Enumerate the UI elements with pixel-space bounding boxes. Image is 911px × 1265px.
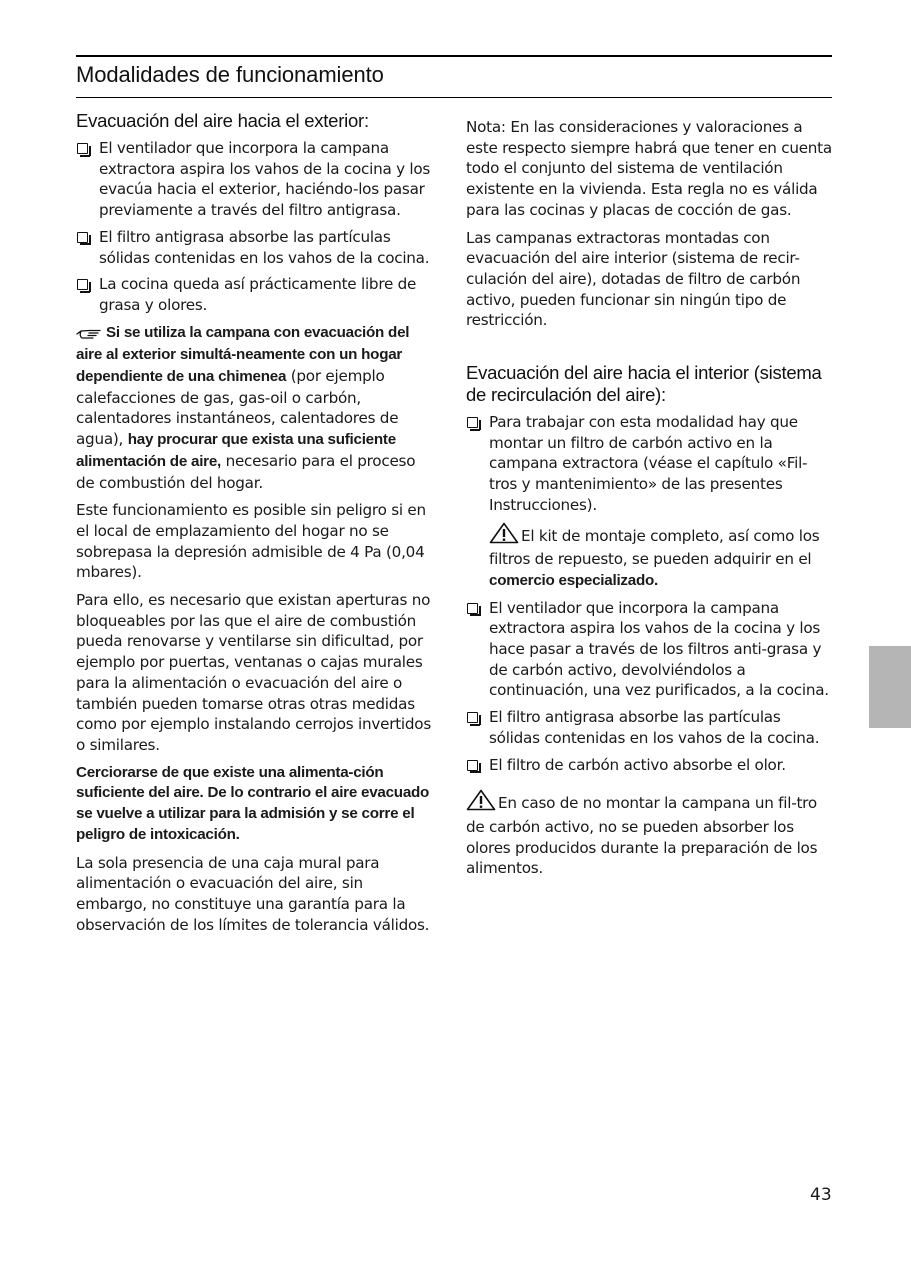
depression-paragraph: Este funcionamiento es posible sin peligro si en el local de emplazamiento del hogar no se sobrepasa la depresión admisible de 4 Pa (0,04 mbares). <box>76 501 426 582</box>
list-item: El filtro de carbón activo absorbe el olor. <box>466 755 834 776</box>
spacer <box>466 338 834 362</box>
intoxication-warning-paragraph: Cerciorarse de que existe una alimenta-ción suficiente del aire. De lo contrario el aire evacuado se vuelve a utilizar para la admisión y se corre el peligro de intoxicación. <box>76 763 430 843</box>
header-bottom-rule <box>76 97 832 98</box>
warning-triangle-icon <box>466 789 496 817</box>
list-item: Para trabajar con esta modalidad hay que montar un filtro de carbón activo en la campana extractora (véase el capítulo «Fil-tros y mantenimiento» de las presentes Instrucciones). <box>466 412 834 516</box>
interior-bullet-list-1 <box>466 412 834 516</box>
chimney-note: Si se utiliza la campana con evacuación del aire al exterior simultá-neamente con un hogar dependiente de una chimenea (por ejemplo calefacciones de gas, gas-oil o carbón, calentadores instantáneos, calentadores de agua), hay procurar que exista una suficiente alimentación de aire, necesario para el proceso de combustión del hogar. <box>76 323 416 492</box>
chapter-tab-marker <box>869 646 911 728</box>
wall-box-paragraph: La sola presencia de una caja mural para alimentación o evacuación del aire, sin embargo, no constituye una garantía para la observación de los límites de tolerancia válidos. <box>76 853 430 934</box>
section-heading-exterior: Evacuación del aire hacia el exterior: <box>76 110 369 131</box>
checkbox-bullet-icon <box>77 279 88 290</box>
checkbox-bullet-icon <box>467 417 478 428</box>
pointing-hand-icon <box>76 324 102 345</box>
page-number: 43 <box>810 1185 832 1205</box>
checkbox-bullet-icon <box>77 143 88 154</box>
right-column <box>466 117 834 886</box>
checkbox-bullet-icon <box>467 760 478 771</box>
list-item: El filtro antigrasa absorbe las partículas sólidas contenidas en los vahos de la cocina. <box>76 227 436 268</box>
page-title: Modalidades de funcionamiento <box>76 62 384 87</box>
checkbox-bullet-icon <box>467 712 478 723</box>
kit-note: El kit de montaje completo, así como los filtros de repuesto, se pueden adquirir en el comercio especializado. <box>466 522 834 592</box>
recirculation-paragraph: Las campanas extractoras montadas con evacuación del aire interior (sistema de recir-culación del aire), dotadas de filtro de carbón activo, pueden funcionar sin ningún tipo de restricción. <box>466 228 801 330</box>
carbon-filter-warning: En caso de no montar la campana un fil-tro de carbón activo, no se pueden absorber los olores producidos durante la preparación de los alimentos. <box>466 789 834 879</box>
header-top-rule <box>76 55 832 57</box>
note-paragraph: Nota: En las consideraciones y valoraciones a este respecto siempre habrá que tener en cuenta todo el conjunto del sistema de ventilación existente en la vivienda. Esta regla no es válida para las cocinas y placas de cocción de gas. <box>466 118 832 219</box>
list-item: El filtro antigrasa absorbe las partículas sólidas contenidas en los vahos de la cocina. <box>466 707 834 748</box>
openings-paragraph: Para ello, es necesario que existan aperturas no bloqueables por las que el aire de combustión pueda renovarse y ventilarse sin dificultad, por ejemplo por puertas, ventanas o cajas murales para la alimentación o evacuación del aire o también pueden tomarse otras otras medidas como por ejemplo instalando cerrojos invertidos o similares. <box>76 591 431 754</box>
checkbox-bullet-icon <box>467 603 478 614</box>
list-item: El ventilador que incorpora la campana extractora aspira los vahos de la cocina y los evacúa hacia el exterior, haciéndo-los pasar previamente a través del filtro antigrasa. <box>76 138 436 221</box>
section-heading-interior: Evacuación del aire hacia el interior (sistema de recirculación del aire): <box>466 362 822 406</box>
exterior-bullet-list <box>76 138 436 316</box>
list-item: La cocina queda así prácticamente libre de grasa y olores. <box>76 274 436 315</box>
list-item: El ventilador que incorpora la campana extractora aspira los vahos de la cocina y los hace pasar a través de los filtros anti-grasa y de carbón activo, devolviéndolos a continuación, una vez purificados, a la cocina. <box>466 598 834 702</box>
checkbox-bullet-icon <box>77 232 88 243</box>
warning-triangle-icon <box>489 522 519 550</box>
left-column <box>76 110 436 942</box>
interior-bullet-list-2 <box>466 598 834 776</box>
